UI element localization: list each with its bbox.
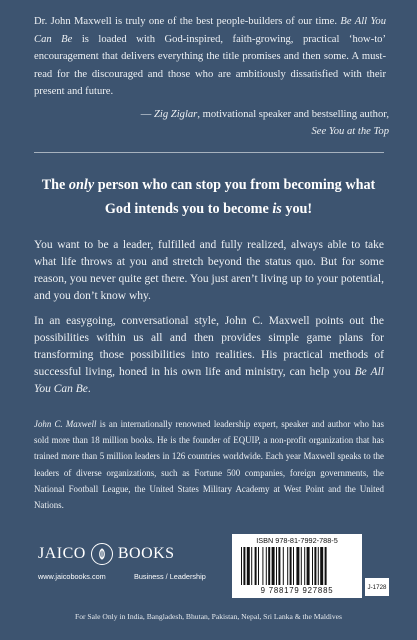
publisher-name-right: BOOKS	[117, 545, 175, 562]
author-bio-text: is an internationally renowned leadership expert, speaker and author who has sold more than 18 million books. He is the founder of EQUIP, a non-profit organization that has trained more than 5 million leaders in 126 countries worldwide. Each year Maxwell speaks to the leaders of diverse organizations, such as Fortune 500 companies, foreign governments, the National Football League, the United States Military Academy at West Point and the United Nations.	[34, 419, 384, 511]
endorsement-quote	[34, 13, 386, 101]
endorsement-attribution	[89, 107, 389, 140]
book-category: Business / Leadership	[134, 572, 206, 581]
publisher-name-left: JAICO	[38, 545, 86, 562]
author-bio	[34, 416, 384, 513]
author-bio-name: John C. Maxwell	[34, 419, 97, 429]
isbn-number: ISBN 978-81-7992-788-5	[256, 536, 338, 545]
barcode-panel	[232, 534, 362, 598]
tagline-text-2: person who can stop you from becoming what God intends you to become	[94, 177, 376, 217]
blurb-book-title: Be All You Can Be	[34, 366, 384, 395]
barcode-icon	[241, 547, 353, 585]
publisher-emblem-icon	[91, 543, 113, 565]
tagline-emphasis-only: only	[68, 177, 95, 193]
publisher-logo	[38, 540, 175, 568]
quote-text-2: is loaded with God-inspired, faith-growing, practical ‘how-to’ encouragement that delivers everything the title promises and then some. A must-read for the discouraged and those who are ambitiously dissatisfied with their present and future.	[34, 33, 387, 98]
catalog-code: J-1728	[365, 578, 389, 596]
publisher-block	[38, 540, 238, 592]
tagline	[30, 173, 387, 221]
attribution-dash: —	[140, 109, 155, 120]
attribution-book: See You at the Top	[311, 125, 389, 137]
tagline-text-1: The	[41, 177, 69, 193]
divider	[34, 152, 384, 153]
publisher-url: www.jaicobooks.com	[38, 572, 106, 581]
attribution-desc: , motivational speaker and bestselling author,	[197, 109, 389, 120]
blurb-paragraph-2-end: .	[87, 383, 91, 395]
attribution-author: Zig Ziglar	[154, 109, 198, 120]
tagline-emphasis-is: is	[272, 201, 282, 217]
blurb-paragraph-1: You want to be a leader, fulfilled and fully realized, always able to take what life throws at you and stretch beyond the status quo. But for some reason, you never quite get there. You just aren’t living up to your potential, and you don’t know why.	[34, 239, 384, 302]
tagline-text-3: you!	[281, 201, 313, 217]
quote-text-1: Dr. John Maxwell is truly one of the best people-builders of our time.	[34, 16, 341, 27]
blurb-paragraph-2-text: In an easygoing, conversational style, John C. Maxwell points out the possibilities within us all and then provides simple game plans for transforming those possibilities into realities. His practical methods of successful living, honed in his own life and ministry, can help you	[34, 315, 384, 378]
blurb-paragraph-2	[34, 313, 384, 398]
ean-digits: 9 788179 927885	[260, 586, 334, 595]
sales-territory-notice: For Sale Only in India, Bangladesh, Bhutan, Pakistan, Nepal, Sri Lanka & the Maldives	[74, 612, 342, 621]
quote-book-title: Be All You Can Be	[34, 16, 386, 45]
